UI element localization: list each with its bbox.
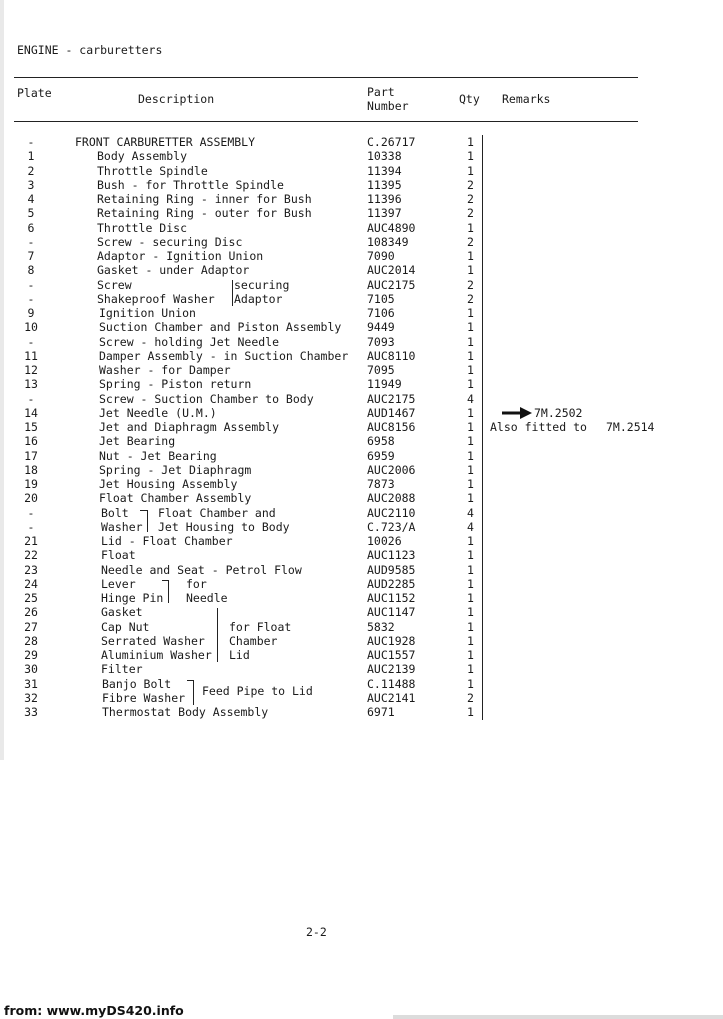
quantity: 1: [467, 405, 474, 420]
plate-number: 16: [24, 434, 38, 449]
header-top-rule: [14, 77, 638, 78]
part-number: C.723/A: [367, 519, 416, 534]
plate-number: -: [27, 135, 35, 149]
part-description: Bolt: [101, 505, 129, 520]
remark-row15-text: Also fitted to: [490, 420, 587, 434]
page-title: ENGINE - carburetters: [17, 43, 163, 57]
plate-number: 11: [24, 348, 38, 363]
plate-number: 28: [24, 633, 38, 648]
quantity: 2: [467, 277, 474, 292]
bracket-float-chamber: [140, 510, 148, 532]
part-number: AUC4890: [367, 220, 416, 235]
part-number: 10338: [367, 149, 402, 164]
plate-number: 19: [24, 477, 38, 491]
plate-number: 31: [24, 676, 38, 691]
plate-number: 26: [24, 605, 38, 620]
quantity: 1: [467, 462, 474, 477]
plate-number: 20: [24, 491, 38, 506]
part-number: AUC2175: [367, 391, 416, 406]
quantity: 1: [467, 662, 474, 677]
part-description: Shakeproof Washer: [97, 291, 215, 306]
quantity: 2: [467, 291, 474, 306]
part-number: 10026: [367, 534, 402, 548]
part-number: AUC1152: [367, 591, 416, 605]
part-description: Spring - Piston return: [99, 377, 252, 392]
quantity: 1: [467, 434, 474, 449]
part-number: AUC2006: [367, 462, 416, 477]
header-remarks: Remarks: [502, 92, 551, 106]
bracket-lid: [215, 608, 218, 662]
group-lever-line1: for: [186, 577, 207, 591]
quantity: 1: [467, 477, 474, 491]
part-description: Screw - holding Jet Needle: [99, 334, 280, 349]
part-description: Body Assembly: [97, 149, 188, 164]
part-description: Hinge Pin: [101, 591, 164, 605]
part-number: 6958: [367, 434, 395, 449]
bracket-lever: [162, 580, 169, 603]
quantity: 1: [467, 633, 474, 648]
plate-number: 14: [24, 405, 38, 420]
quantity: 1: [467, 605, 474, 620]
part-description: Throttle Disc: [97, 220, 188, 235]
plate-number: -: [27, 291, 35, 306]
part-number: 7106: [367, 306, 395, 320]
part-number: 11397: [367, 206, 402, 221]
quantity: 1: [467, 135, 474, 149]
part-number: AUC1928: [367, 633, 416, 648]
part-number: 11949: [367, 377, 402, 392]
plate-number: 17: [24, 448, 38, 463]
part-description: Nut - Jet Bearing: [99, 448, 217, 463]
part-description: Aluminium Washer: [101, 648, 212, 662]
part-description: Suction Chamber and Piston Assembly: [99, 320, 342, 335]
part-description: Throttle Spindle: [97, 163, 208, 178]
quantity: 1: [467, 348, 474, 363]
quantity: 1: [467, 676, 474, 691]
quantity: 1: [467, 306, 474, 320]
part-description: FRONT CARBURETTER ASSEMBLY: [75, 135, 256, 149]
quantity: 1: [467, 619, 474, 634]
quantity: 1: [467, 320, 474, 335]
group-feed-pipe: Feed Pipe to Lid: [202, 684, 313, 698]
part-description: Fibre Washer: [102, 690, 186, 705]
part-number: 7090: [367, 249, 395, 263]
plate-number: -: [27, 391, 35, 406]
quantity: 1: [467, 377, 474, 392]
plate-number: 6: [27, 220, 35, 235]
part-description: Filter: [101, 662, 143, 677]
part-description: Screw: [97, 277, 132, 292]
part-description: Thermostat Body Assembly: [102, 705, 269, 719]
page-number: 2-2: [306, 925, 327, 939]
part-number: AUD1467: [367, 405, 416, 420]
part-number: 7873: [367, 477, 395, 491]
group-lid-line1: for Float: [229, 620, 292, 634]
header-qty: Qty: [459, 92, 480, 106]
plate-number: -: [27, 277, 35, 292]
plate-number: 27: [24, 619, 38, 634]
quantity: 1: [467, 363, 474, 377]
plate-number: 23: [24, 562, 38, 577]
group-securing-line1: securing: [234, 278, 290, 292]
part-description: Jet Bearing: [99, 434, 176, 449]
part-number: AUC2175: [367, 277, 416, 292]
part-description: Retaining Ring - inner for Bush: [97, 192, 312, 206]
part-number: AUC1147: [367, 605, 416, 620]
part-description: Jet Needle (U.M.): [99, 405, 217, 420]
part-number: AUC8156: [367, 420, 416, 434]
plate-number: 12: [24, 363, 38, 377]
header-plate: Plate: [17, 86, 52, 100]
part-description: Float Chamber Assembly: [99, 491, 252, 506]
quantity: 4: [467, 519, 474, 534]
qty-column-divider: [482, 135, 483, 720]
quantity: 1: [467, 562, 474, 577]
plate-number: 2: [27, 163, 35, 178]
plate-number: 8: [27, 263, 35, 278]
plate-number: 22: [24, 548, 38, 563]
part-number: AUC2014: [367, 263, 416, 278]
part-description: Gasket: [101, 605, 143, 620]
quantity: 1: [467, 163, 474, 178]
quantity: 1: [467, 420, 474, 434]
plate-number: 32: [24, 690, 38, 705]
source-footer: from: www.myDS420.info: [4, 1003, 184, 1018]
part-description: Spring - Jet Diaphragm: [99, 462, 252, 477]
header-part-line1: Part: [367, 85, 395, 99]
part-number: AUC2141: [367, 690, 416, 705]
plate-number: -: [27, 519, 35, 534]
part-number: AUC2139: [367, 662, 416, 677]
bracket-securing: [230, 280, 233, 306]
quantity: 1: [467, 705, 474, 719]
part-number: 6959: [367, 448, 395, 463]
part-description: Screw - Suction Chamber to Body: [99, 391, 314, 406]
plate-number: 1: [27, 149, 35, 164]
quantity: 1: [467, 249, 474, 263]
part-number: 7105: [367, 291, 395, 306]
part-description: Washer: [101, 519, 143, 534]
part-number: AUC8110: [367, 348, 416, 363]
plate-number: -: [27, 234, 35, 249]
quantity: 2: [467, 234, 474, 249]
part-number: 9449: [367, 320, 395, 335]
quantity: 1: [467, 220, 474, 235]
quantity: 1: [467, 534, 474, 548]
plate-number: 24: [24, 576, 38, 591]
plate-number: 33: [24, 705, 38, 719]
plate-number: 9: [27, 306, 35, 320]
part-description: Adaptor - Ignition Union: [97, 249, 264, 263]
part-description: Needle and Seat - Petrol Flow: [101, 562, 302, 577]
part-number: 108349: [367, 234, 409, 249]
part-number: 11395: [367, 177, 402, 192]
group-securing-line2: Adaptor: [234, 292, 283, 306]
part-description: Serrated Washer: [101, 633, 205, 648]
quantity: 2: [467, 177, 474, 192]
scan-edge-shadow: [0, 0, 4, 760]
quantity: 1: [467, 576, 474, 591]
part-description: Banjo Bolt: [102, 676, 172, 691]
part-description: Cap Nut: [101, 619, 150, 634]
quantity: 1: [467, 263, 474, 278]
quantity: 1: [467, 648, 474, 662]
plate-number: 3: [27, 177, 35, 192]
remark-row14: 7M.2502: [534, 406, 583, 420]
part-description: Bush - for Throttle Spindle: [97, 177, 284, 192]
arrow-right-icon: [502, 407, 532, 419]
plate-number: 29: [24, 648, 38, 662]
quantity: 2: [467, 192, 474, 206]
header-part-line2: Number: [367, 99, 409, 113]
group-lever-line2: Needle: [186, 591, 228, 605]
quantity: 2: [467, 690, 474, 705]
plate-number: 30: [24, 662, 38, 677]
part-description: Float: [101, 548, 136, 563]
quantity: 1: [467, 591, 474, 605]
plate-number: 13: [24, 377, 38, 392]
group-float-line2: Jet Housing to Body: [158, 520, 290, 534]
part-number: 11396: [367, 192, 402, 206]
part-description: Retaining Ring - outer for Bush: [97, 206, 312, 221]
plate-number: 18: [24, 462, 38, 477]
part-number: AUC2110: [367, 505, 416, 520]
part-description: Ignition Union: [99, 306, 196, 320]
plate-number: 5: [27, 206, 35, 221]
plate-number: 25: [24, 591, 38, 605]
header-bottom-rule: [14, 121, 638, 122]
part-number: 7095: [367, 363, 395, 377]
part-description: Gasket - under Adaptor: [97, 263, 250, 278]
quantity: 1: [467, 334, 474, 349]
header-description: Description: [138, 92, 215, 106]
part-number: AUC1557: [367, 648, 416, 662]
part-number: 7093: [367, 334, 395, 349]
part-number: AUC2088: [367, 491, 416, 506]
remark-row15-number: 7M.2514: [606, 420, 655, 434]
plate-number: 15: [24, 420, 38, 434]
part-description: Screw - securing Disc: [97, 234, 243, 249]
part-description: Damper Assembly - in Suction Chamber: [99, 348, 349, 363]
plate-number: 7: [27, 249, 35, 263]
part-description: Jet and Diaphragm Assembly: [99, 420, 280, 434]
quantity: 1: [467, 548, 474, 563]
part-description: Washer - for Damper: [99, 363, 231, 377]
quantity: 4: [467, 505, 474, 520]
part-number: 11394: [367, 163, 402, 178]
part-description: Jet Housing Assembly: [99, 477, 238, 491]
part-description: Lever: [101, 576, 136, 591]
part-number: AUD9585: [367, 562, 416, 577]
bracket-feed-pipe: [187, 680, 194, 705]
quantity: 1: [467, 448, 474, 463]
group-float-line1: Float Chamber and: [158, 506, 276, 520]
quantity: 4: [467, 391, 474, 406]
plate-number: -: [27, 334, 35, 349]
part-number: C.11488: [367, 676, 416, 691]
plate-number: 10: [24, 320, 38, 335]
quantity: 2: [467, 206, 474, 221]
part-number: C.26717: [367, 135, 416, 149]
plate-number: -: [27, 505, 35, 520]
quantity: 1: [467, 149, 474, 164]
group-lid-line3: Lid: [229, 648, 250, 662]
quantity: 1: [467, 491, 474, 506]
plate-number: 21: [24, 534, 38, 548]
plate-number: 4: [27, 192, 35, 206]
part-description: Lid - Float Chamber: [101, 534, 233, 548]
scan-bottom-strip: [393, 1015, 723, 1019]
part-number: AUD2285: [367, 576, 416, 591]
part-number: 6971: [367, 705, 395, 719]
part-number: 5832: [367, 619, 395, 634]
group-lid-line2: Chamber: [229, 634, 278, 648]
part-number: AUC1123: [367, 548, 416, 563]
